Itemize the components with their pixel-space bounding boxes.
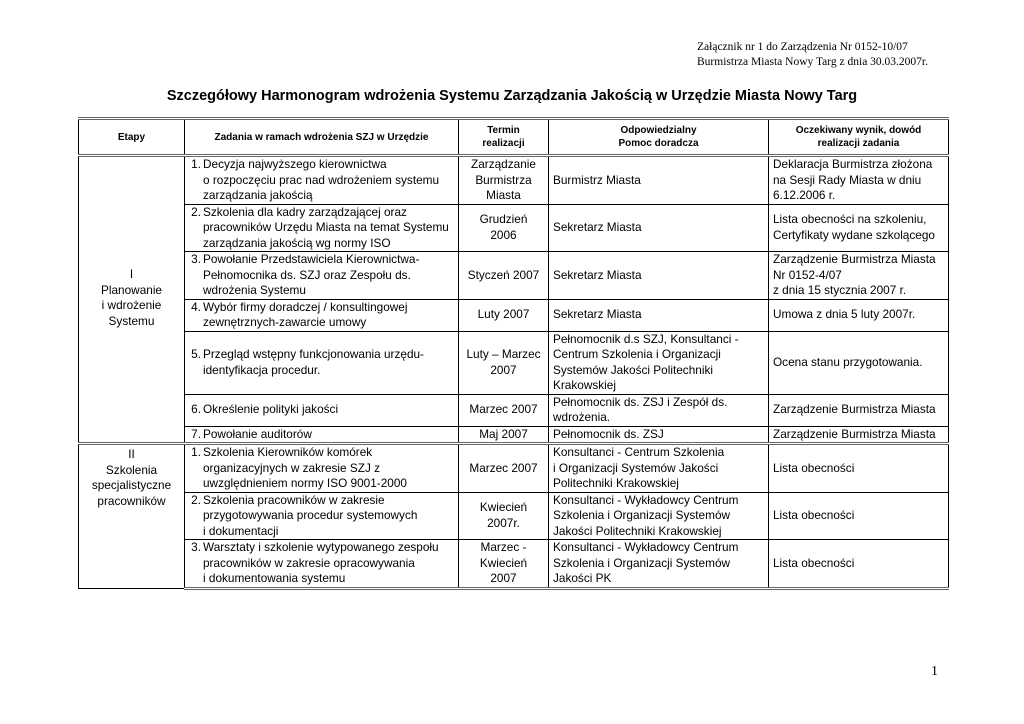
stage-cell: I Planowanie i wdrożenie Systemu [79, 156, 185, 444]
col-header-task: Zadania w ramach wdrożenia SZJ w Urzędzie [185, 119, 459, 156]
page-number: 1 [931, 664, 938, 679]
task-number: 2. [191, 492, 201, 507]
task-text: Szkolenia pracowników w zakresie przygotowywania procedur systemowych i dokumentacji [203, 492, 418, 538]
task-number: 3. [191, 252, 201, 266]
schedule-table [78, 117, 949, 590]
responsible-cell: Pełnomocnik d.s SZJ, Konsultanci - Centrum Szkolenia i Organizacji Systemów Jakości Politechniki Krakowskiej [549, 331, 769, 394]
term-cell: Marzec - Kwiecień 2007 [459, 540, 549, 589]
task-cell [185, 492, 459, 540]
task-number: 7. [191, 426, 201, 441]
task-cell [185, 394, 459, 426]
task-text: Warsztaty i szkolenie wytypowanego zespołu pracowników w zakresie opracowywania i dokumentowania systemu [203, 540, 439, 585]
stage-group-1 [79, 156, 949, 444]
task-number: 4. [191, 299, 201, 314]
task-text: Szkolenia dla kadry zarządzającej oraz pracowników Urzędu Miasta na temat Systemu zarządzania jakością wg normy ISO [203, 204, 449, 250]
result-cell: Ocena stanu przygotowania. [769, 331, 949, 394]
responsible-cell: Burmistrz Miasta [549, 156, 769, 205]
responsible-cell: Sekretarz Miasta [549, 204, 769, 252]
responsible-cell: Pełnomocnik ds. ZSJ [549, 426, 769, 444]
responsible-cell: Konsultanci - Centrum Szkolenia i Organizacji Systemów Jakości Politechniki Krakowskiej [549, 444, 769, 493]
responsible-cell: Sekretarz Miasta [549, 252, 769, 300]
table-row [79, 492, 949, 540]
task-text: Wybór firmy doradczej / konsultingowej zewnętrznych-zawarcie umowy [203, 299, 408, 329]
table-row [79, 299, 949, 331]
task-number: 5. [191, 347, 201, 361]
result-cell: Zarządzenie Burmistrza Miasta [769, 394, 949, 426]
responsible-cell: Konsultanci - Wykładowcy Centrum Szkolenia i Organizacji Systemów Jakości Politechniki Krakowskiej [549, 492, 769, 540]
term-cell: Kwiecień 2007r. [459, 492, 549, 540]
annex-reference [697, 40, 928, 70]
task-cell [185, 156, 459, 205]
stage-group-2 [79, 444, 949, 589]
stage-cell: II Szkolenia specjalistyczne pracowników [79, 444, 185, 589]
term-cell: Grudzień 2006 [459, 204, 549, 252]
result-cell: Deklaracja Burmistrza złożona na Sesji Rady Miasta w dniu 6.12.2006 r. [769, 156, 949, 205]
annex-line-1: Załącznik nr 1 do Zarządzenia Nr 0152-10/07 [697, 41, 908, 53]
task-number: 1. [191, 445, 201, 459]
responsible-cell: Pełnomocnik ds. ZSJ i Zespół ds. wdrożenia. [549, 394, 769, 426]
term-cell: Maj 2007 [459, 426, 549, 444]
task-cell [185, 426, 459, 444]
task-cell [185, 252, 459, 300]
table-row [79, 444, 949, 493]
table-row [79, 252, 949, 300]
annex-line-2: Burmistrza Miasta Nowy Targ z dnia 30.03.2007r. [697, 56, 928, 68]
result-cell: Umowa z dnia 5 luty 2007r. [769, 299, 949, 331]
result-cell: Zarządzenie Burmistrza Miasta [769, 426, 949, 444]
term-cell: Luty 2007 [459, 299, 549, 331]
task-cell [185, 331, 459, 394]
task-cell [185, 299, 459, 331]
responsible-cell: Sekretarz Miasta [549, 299, 769, 331]
task-number: 1. [191, 157, 201, 171]
term-cell: Styczeń 2007 [459, 252, 549, 300]
col-header-term: Termin realizacji [459, 119, 549, 156]
result-cell: Lista obecności [769, 540, 949, 589]
task-cell [185, 204, 459, 252]
table-header [79, 119, 949, 156]
task-text: Określenie polityki jakości [203, 402, 339, 417]
term-cell: Luty – Marzec 2007 [459, 331, 549, 394]
col-header-responsible: Odpowiedzialny Pomoc doradcza [549, 119, 769, 156]
table-row [79, 394, 949, 426]
result-cell: Lista obecności [769, 444, 949, 493]
responsible-cell: Konsultanci - Wykładowcy Centrum Szkolenia i Organizacji Systemów Jakości PK [549, 540, 769, 589]
task-text: Przegląd wstępny funkcjonowania urzędu- identyfikacja procedur. [203, 347, 424, 377]
task-cell [185, 540, 459, 589]
table-row [79, 540, 949, 589]
col-header-stage: Etapy [79, 119, 185, 156]
result-cell: Lista obecności [769, 492, 949, 540]
task-number: 2. [191, 204, 201, 219]
term-cell: Zarządzanie Burmistrza Miasta [459, 156, 549, 205]
result-cell: Zarządzenie Burmistrza Miasta Nr 0152-4/07 z dnia 15 stycznia 2007 r. [769, 252, 949, 300]
table-row [79, 204, 949, 252]
col-header-result: Oczekiwany wynik, dowód realizacji zadania [769, 119, 949, 156]
task-text: Powołanie auditorów [203, 426, 312, 441]
term-cell: Marzec 2007 [459, 394, 549, 426]
task-number: 3. [191, 540, 201, 554]
task-text: Decyzja najwyższego kierownictwa o rozpoczęciu prac nad wdrożeniem systemu zarządzania jakością [203, 157, 440, 202]
table-row [79, 331, 949, 394]
task-text: Szkolenia Kierowników komórek organizacyjnych w zakresie SZJ z uwzględnieniem normy ISO 9001-2000 [203, 445, 407, 490]
document-title: Szczegółowy Harmonogram wdrożenia Systemu Zarządzania Jakością w Urzędzie Miasta Nowy Targ [166, 88, 858, 104]
term-cell: Marzec 2007 [459, 444, 549, 493]
task-number: 6. [191, 402, 201, 417]
table-row [79, 426, 949, 444]
result-cell: Lista obecności na szkoleniu, Certyfikaty wydane szkolącego [769, 204, 949, 252]
task-cell [185, 444, 459, 493]
task-text: Powołanie Przedstawiciela Kierownictwa- Pełnomocnika ds. SZJ oraz Zespołu ds. wdrożenia Systemu [203, 252, 420, 297]
table-row [79, 156, 949, 205]
